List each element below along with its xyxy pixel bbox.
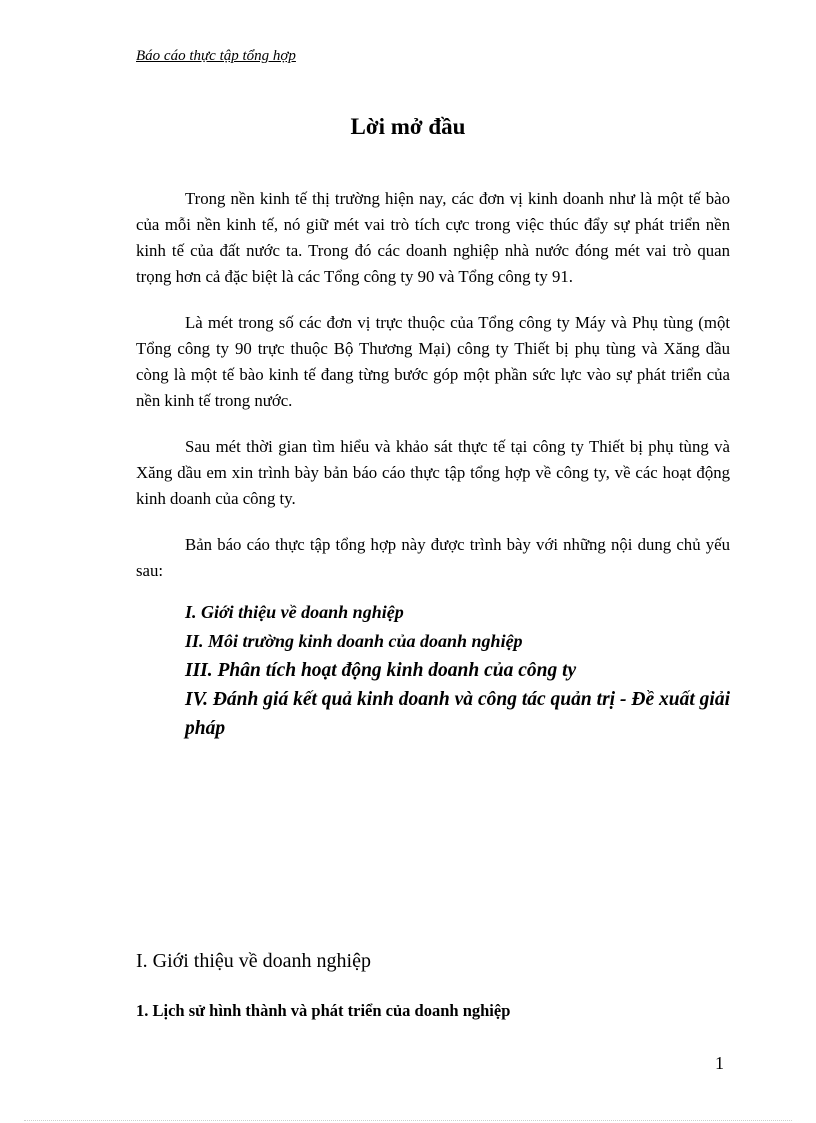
document-body	[136, 186, 730, 743]
page-title: Lời mở đầu	[350, 114, 466, 139]
paragraph-3: Sau mét thời gian tìm hiểu và khảo sát thực tế tại công ty Thiết bị phụ tùng và Xăng dầu em xin trình bày bản báo cáo thực tập tổng hợp về công ty, về các hoạt động kinh doanh của công ty.	[136, 437, 730, 508]
contents-list	[185, 598, 730, 743]
paragraph-1: Trong nền kinh tế thị trường hiện nay, các đơn vị kinh doanh như là một tế bào của mỗi nền kinh tế, nó giữ mét vai trò tích cực trong việc thúc đẩy sự phát triển nền kinh tế của đất nước ta. Trong đó các doanh nghiệp nhà nước đóng mét vai trò quan trọng hơn cả đặc biệt là các Tổng công ty 90 và Tổng công ty 91.	[136, 189, 730, 286]
page-bottom-divider	[24, 1120, 792, 1121]
page-number: 1	[715, 1053, 724, 1073]
subsection-heading: 1. Lịch sử hình thành và phát triển của doanh nghiệp	[136, 1001, 511, 1020]
contents-item-4: IV. Đánh giá kết quả kinh doanh và công tác quản trị - Đề xuất giải pháp	[185, 689, 730, 739]
running-header: Báo cáo thực tập tổng hợp	[136, 48, 296, 64]
contents-item-2: II. Môi trường kinh doanh của doanh nghiệp	[185, 631, 523, 651]
paragraph-2: Là mét trong số các đơn vị trực thuộc của Tổng công ty Máy và Phụ tùng (một Tổng công ty 90 trực thuộc Bộ Thương Mại) công ty Thiết bị phụ tùng và Xăng dầu còng là một tế bào kinh tế đang từng bước góp một phần sức lực vào sự phát triển của nền kinh tế trong nước.	[136, 313, 730, 410]
contents-item-3: III. Phân tích hoạt động kinh doanh của công ty	[185, 660, 577, 681]
contents-item-1: I. Giới thiệu về doanh nghiệp	[185, 602, 404, 622]
paragraph-4: Bản báo cáo thực tập tổng hợp này được trình bày với những nội dung chủ yếu sau:	[136, 535, 730, 580]
section-heading: I. Giới thiệu về doanh nghiệp	[136, 950, 371, 972]
